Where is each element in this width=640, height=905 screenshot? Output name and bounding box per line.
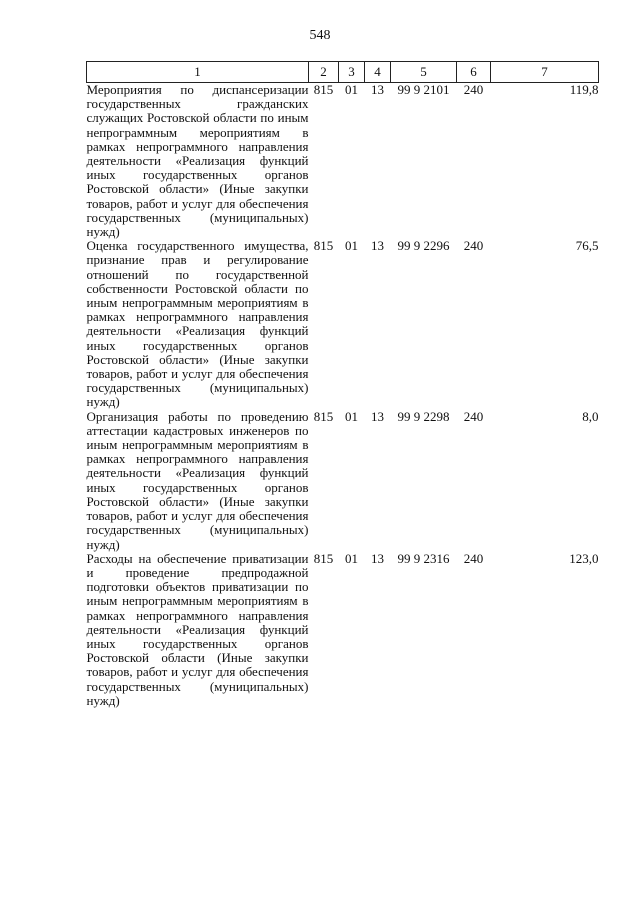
column-header-1: 1 (87, 62, 309, 83)
row-section-code: 01 (345, 408, 358, 424)
budget-table (86, 61, 599, 708)
row-amount: 119,8 (569, 82, 599, 97)
row-expense-type: 240 (463, 82, 484, 97)
row-description: Расходы на обеспечение приватизации и проведение предпродажной подготовки объектов приватизации по иным непрограммным мероприятиям в рамках непрограммного направления деятельности «Реализация функций иных государственных органов Ростовской области (Иные закупки товаров, работ и услуг для обеспечения государственных (муниципальных) нужд) (86, 550, 309, 708)
row-section-code: 01 (345, 550, 358, 566)
row-ministry-code: 815 (313, 238, 334, 254)
row-section-code: 01 (345, 82, 358, 97)
row-description: Оценка государственного имущества, признание прав и регулирование отношений по государственной собственности Ростовской области по иным непрограммным мероприятиям в рамках непрограммного направления деятельности «Реализация функций иных государственных органов Ростовской области» (Иные закупки товаров, работ и услуг для обеспечения государственных (муниципальных) нужд) (86, 238, 309, 410)
row-description: Мероприятия по диспансеризации государственных гражданских служащих Ростовской области по иным непрограммным мероприятиям в рамках непрограммного направления деятельности «Реализация функций иных государственных органов Ростовской области» (Иные закупки товаров, работ и услуг для обеспечения государственных (муниципальных) нужд) (86, 82, 309, 240)
table-row (87, 410, 599, 552)
row-subsection-code: 13 (371, 408, 384, 424)
row-expense-type: 240 (463, 408, 484, 424)
row-target-article: 99 9 2296 (397, 238, 450, 254)
row-ministry-code: 815 (313, 82, 334, 97)
row-subsection-code: 13 (371, 238, 384, 254)
row-ministry-code: 815 (313, 550, 334, 566)
table-row (87, 83, 599, 240)
page-number: 548 (309, 28, 331, 43)
row-amount: 8,0 (582, 408, 599, 424)
row-expense-type: 240 (463, 550, 484, 566)
row-ministry-code: 815 (313, 408, 334, 424)
row-target-article: 99 9 2101 (397, 82, 450, 97)
row-expense-type: 240 (463, 238, 484, 254)
column-header-3: 3 (339, 62, 365, 83)
row-description: Организация работы по проведению аттестации кадастровых инженеров по иным непрограммным мероприятиям в рамках непрограммного направления деятельности «Реализация функций иных государственных органов Ростовской области» (Иные закупки товаров, работ и услуг для обеспечения государственных (муниципальных) нужд) (86, 408, 309, 552)
row-target-article: 99 9 2298 (397, 408, 450, 424)
row-section-code: 01 (345, 238, 358, 254)
column-header-6: 6 (457, 62, 491, 83)
row-target-article: 99 9 2316 (397, 550, 450, 566)
column-header-7: 7 (491, 62, 599, 83)
table-row (87, 552, 599, 708)
column-header-2: 2 (309, 62, 339, 83)
row-subsection-code: 13 (371, 82, 384, 97)
column-header-4: 4 (365, 62, 391, 83)
table-row (87, 239, 599, 409)
column-header-5: 5 (391, 62, 457, 83)
row-amount: 123,0 (569, 550, 599, 566)
row-subsection-code: 13 (371, 550, 384, 566)
table-header-row (87, 62, 599, 83)
row-amount: 76,5 (575, 238, 599, 254)
